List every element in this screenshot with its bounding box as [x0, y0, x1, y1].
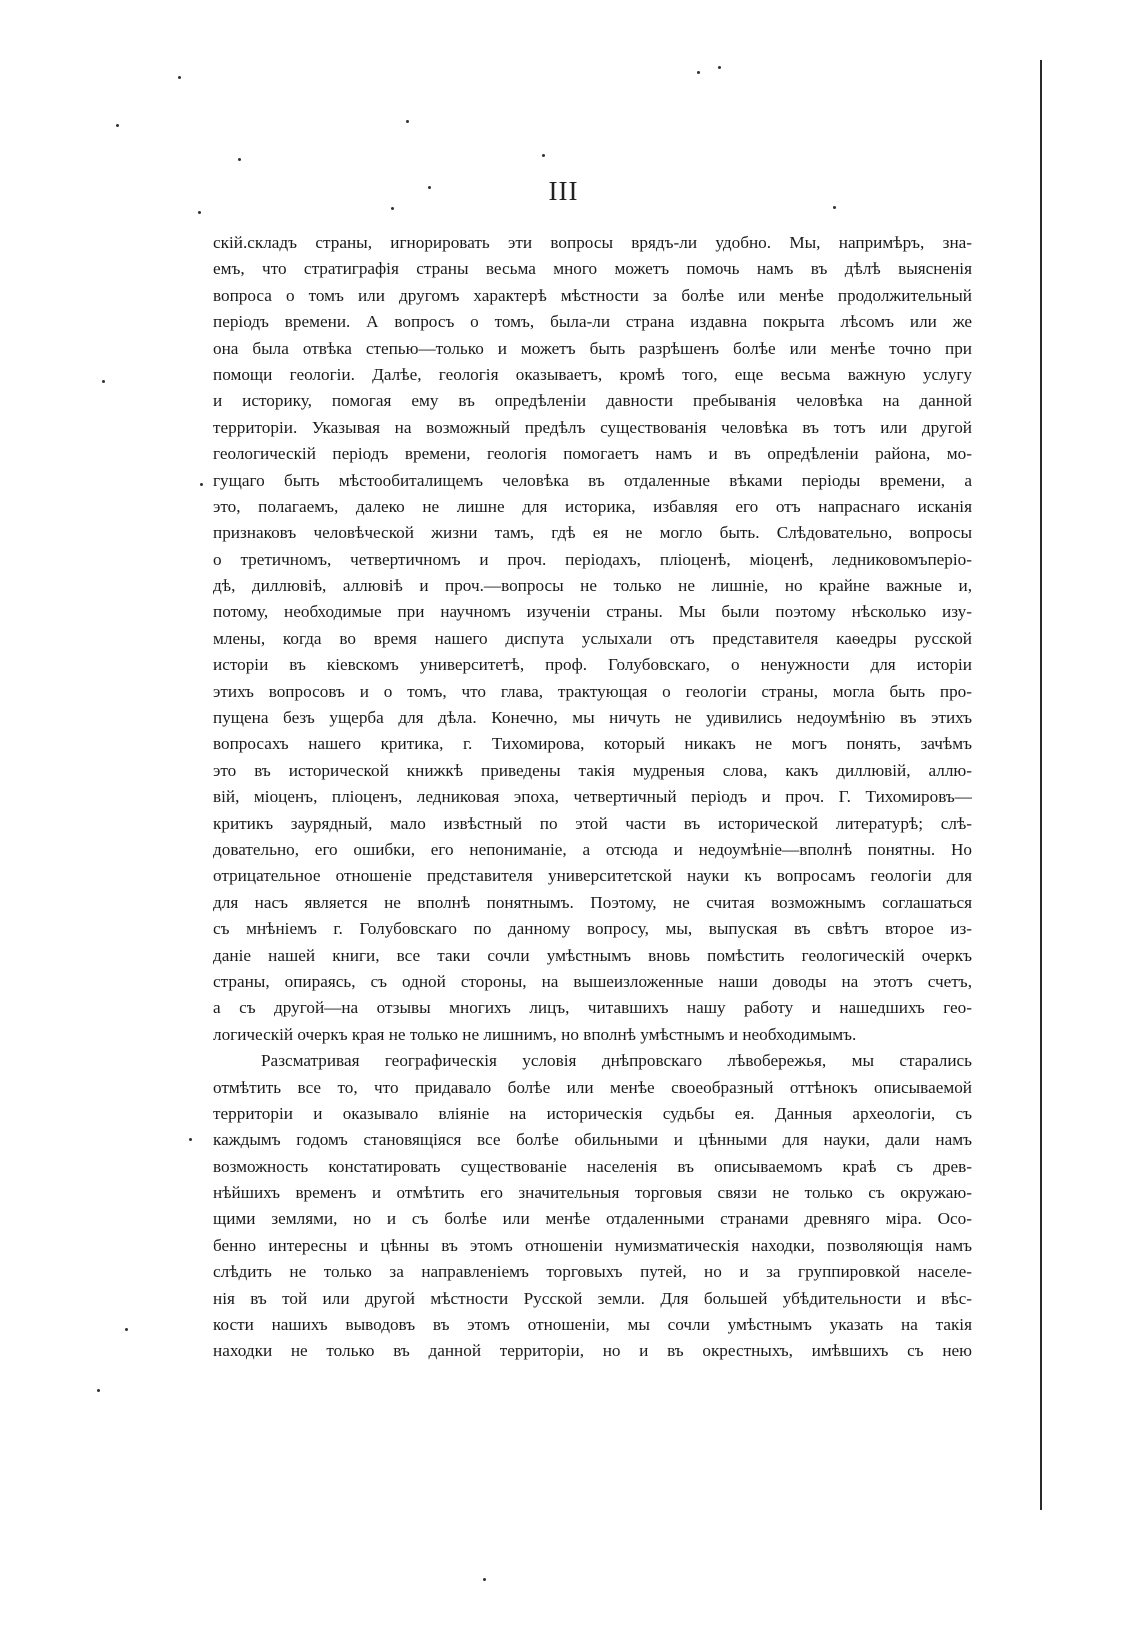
- scan-speck: [200, 483, 203, 486]
- scan-speck: [428, 186, 431, 189]
- text-line: каждымъ годомъ становящіяся все болѣе обильными и цѣнными для науки, дали намъ: [213, 1130, 972, 1150]
- text-line: скій.складъ страны, игнорировать эти вопросы врядъ-ли удобно. Мы, напримѣръ, зна-: [213, 233, 972, 252]
- text-line: исторіи въ кіевскомъ университетѣ, проф. Голубовскаго, о ненужности для исторіи: [213, 655, 972, 675]
- scan-speck: [189, 1138, 192, 1141]
- scan-speck: [542, 154, 545, 157]
- text-line: дѣ, диллювіѣ, аллювіѣ и проч.—вопросы не только не лишніе, но крайне важные и,: [213, 576, 972, 596]
- text-line: даніе нашей книги, все таки сочли умѣстнымъ вновь помѣстить геологическій очеркъ: [213, 945, 972, 965]
- text-line: территоріи. Указывая на возможный предѣлъ существованія человѣка въ тотъ или другой: [213, 417, 972, 437]
- text-line: бенно интересны и цѣнны въ этомъ отношеніи нумизматическія находки, позволяющія намъ: [213, 1235, 972, 1255]
- text-line: геологическій періодъ времени, геологія помогаетъ намъ и въ опредѣленіи района, мо-: [213, 444, 972, 464]
- page-number: III: [548, 176, 579, 206]
- scan-speck: [238, 158, 241, 161]
- text-line: помощи геологіи. Далѣе, геологія оказываетъ, кромѣ того, еще весьма важную услугу: [213, 364, 972, 384]
- text-line: довательно, его ошибки, его непониманіе, а отсюда и недоумѣніе—вполнѣ понятны. Но: [213, 839, 972, 859]
- text-line: и историку, помогая ему въ опредѣленіи давности пребыванія человѣка на данной: [213, 391, 972, 411]
- text-line: гущаго быть мѣстообиталищемъ человѣка въ отдаленные вѣками періоды времени, а: [213, 470, 972, 490]
- text-line: этихъ вопросовъ и о томъ, что глава, трактующая о геологіи страны, могла быть про-: [213, 681, 972, 701]
- text-line: для насъ является не вполнѣ понятнымъ. Поэтому, не считая возможнымъ соглашаться: [213, 892, 972, 912]
- text-line: отрицательное отношеніе представителя университетской науки къ вопросамъ геологіи для: [213, 866, 972, 886]
- text-line: нія въ той или другой мѣстности Русской земли. Для большей убѣдительности и вѣс-: [213, 1288, 972, 1308]
- text-line: возможность констатировать существованіе населенія въ описываемомъ краѣ съ древ-: [213, 1156, 972, 1176]
- scan-speck: [483, 1578, 486, 1581]
- text-line: логическій очеркъ края не только не лишнимъ, но вполнѣ умѣстнымъ и необходимымъ.: [213, 1024, 857, 1044]
- text-line: о третичномъ, четвертичномъ и проч. періодахъ, пліоценѣ, міоценѣ, ледниковомъперіо-: [213, 549, 972, 569]
- text-line: находки не только въ данной территоріи, но и въ окрестныхъ, имѣвшихъ съ нею: [213, 1341, 972, 1361]
- text-line: вопросахъ нашего критика, г. Тихомирова, который никакъ не могъ понять, зачѣмъ: [213, 734, 972, 754]
- scan-speck: [97, 1389, 100, 1392]
- text-line: слѣдить не только за направленіемъ торговыхъ путей, но и за группировкой населе-: [213, 1262, 972, 1282]
- text-line: кости нашихъ выводовъ въ этомъ отношеніи, мы сочли умѣстнымъ указать на такія: [213, 1315, 972, 1335]
- text-line: отмѣтить все то, что придавало болѣе или менѣе своеобразный оттѣнокъ описываемой: [213, 1077, 972, 1097]
- scan-speck: [391, 207, 394, 210]
- text-line: потому, необходимые при научномъ изученіи страны. Мы были поэтому нѣсколько изу-: [213, 602, 972, 622]
- scan-speck: [833, 206, 836, 209]
- scan-speck: [198, 211, 201, 214]
- text-line: страны, опираясь, съ одной стороны, на вышеизложенные наши доводы на этотъ счетъ,: [213, 971, 972, 991]
- paragraph-first-line: Разсматривая географическія условія днѣпровскаго лѣвобережья, мы старались: [261, 1051, 972, 1071]
- text-line: нѣйшихъ временъ и отмѣтить его значительныя торговыя связи не только съ окружаю-: [213, 1183, 972, 1203]
- scan-speck: [718, 66, 721, 69]
- text-line: она была отвѣка степью—только и можетъ быть разрѣшенъ болѣе или менѣе точно при: [213, 338, 972, 358]
- text-line: территоріи и оказывало вліяніе на историческія судьбы ея. Данныя археологіи, съ: [213, 1103, 972, 1123]
- page-edge-line: [1040, 60, 1042, 1510]
- text-line: это, полагаемъ, далеко не лишне для историка, избавляя его отъ напраснаго исканія: [213, 496, 972, 516]
- text-line: съ мнѣніемъ г. Голубовскаго по данному вопросу, мы, выпуская въ свѣтъ второе из-: [213, 919, 972, 939]
- text-line: а съ другой—на отзывы многихъ лицъ, читавшихъ нашу работу и нашедшихъ гео-: [213, 998, 972, 1018]
- text-line: емъ, что стратиграфія страны весьма много можетъ помочь намъ въ дѣлѣ выясненія: [213, 259, 972, 279]
- text-line: это въ исторической книжкѣ приведены такія мудреныя слова, какъ диллювій, аллю-: [213, 760, 972, 780]
- scan-speck: [697, 71, 700, 74]
- text-line: періодъ времени. А вопросъ о томъ, была-ли страна издавна покрыта лѣсомъ или же: [213, 312, 972, 332]
- text-line: щими землями, но и съ болѣе или менѣе отдаленными странами древняго міра. Осо-: [213, 1209, 972, 1229]
- text-line: критикъ заурядный, мало извѣстный по этой части въ исторической литературѣ; слѣ-: [213, 813, 972, 833]
- scan-speck: [125, 1328, 128, 1331]
- scan-speck: [178, 76, 181, 79]
- scan-speck: [116, 124, 119, 127]
- scan-speck: [406, 120, 409, 123]
- text-line: млены, когда во время нашего диспута услыхали отъ представителя каѳедры русской: [213, 628, 972, 648]
- scan-speck: [102, 380, 105, 383]
- body-text: [213, 230, 972, 1365]
- text-line: признаковъ человѣческой жизни тамъ, гдѣ ея не могло быть. Слѣдовательно, вопросы: [213, 523, 972, 543]
- text-line: вій, міоценъ, пліоценъ, ледниковая эпоха, четвертичный періодъ и проч. Г. Тихомировъ—: [213, 787, 972, 807]
- text-line: пущена безъ ущерба для дѣла. Конечно, мы ничуть не удивились недоумѣнію въ этихъ: [213, 708, 972, 728]
- text-line: вопроса о томъ или другомъ характерѣ мѣстности за болѣе или менѣе продолжительный: [213, 285, 972, 305]
